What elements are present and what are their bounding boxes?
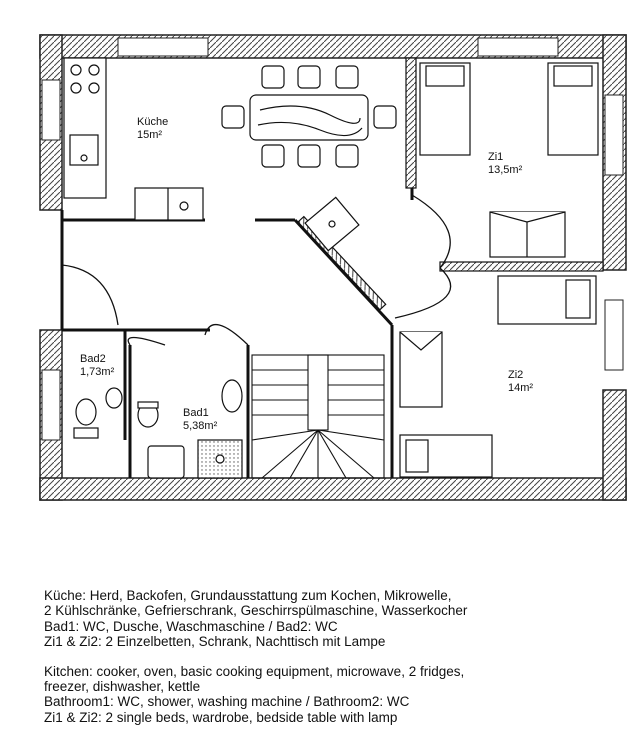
notes-spacer <box>44 650 634 664</box>
zi1-name: Zi1 <box>488 151 504 163</box>
hall-table <box>305 197 359 250</box>
kueche-area: 15m² <box>137 129 163 141</box>
zi2-furniture <box>400 276 596 477</box>
note-en-1: Kitchen: cooker, oven, basic cooking equipment, microwave, 2 fridges, <box>44 663 465 679</box>
note-en-4: Zi1 & Zi2: 2 single beds, wardrobe, bedside table with lamp <box>44 709 398 725</box>
zi1-area: 13,5m² <box>488 164 523 176</box>
note-de-4: Zi1 & Zi2: 2 Einzelbetten, Schrank, Nachttisch mit Lampe <box>44 634 386 650</box>
zi2-name: Zi2 <box>508 369 524 381</box>
note-de-1: Küche: Herd, Backofen, Grundausstattung zum Kochen, Mikrowelle, <box>44 588 452 603</box>
staircase <box>252 355 384 478</box>
bad1-name: Bad1 <box>183 407 209 419</box>
zi2-area: 14m² <box>508 382 534 394</box>
equipment-notes <box>44 588 634 725</box>
note-en-2: freezer, dishwasher, kettle <box>44 679 201 695</box>
doors <box>62 195 451 345</box>
note-de-2: 2 Kühlschränke, Gefrierschrank, Geschirrspülmaschine, Wasserkocher <box>44 603 468 619</box>
bad1-area: 5,38m² <box>183 420 218 432</box>
note-de-3: Bad1: WC, Dusche, Waschmaschine / Bad2: WC <box>44 618 338 634</box>
note-en-3: Bathroom1: WC, shower, washing machine / Bathroom2: WC <box>44 694 410 710</box>
bad2-name: Bad2 <box>80 353 106 365</box>
dining-table <box>222 66 396 167</box>
kueche-name: Küche <box>137 116 169 128</box>
kitchen-counter <box>64 58 203 220</box>
bad2-area: 1,73m² <box>80 366 115 378</box>
